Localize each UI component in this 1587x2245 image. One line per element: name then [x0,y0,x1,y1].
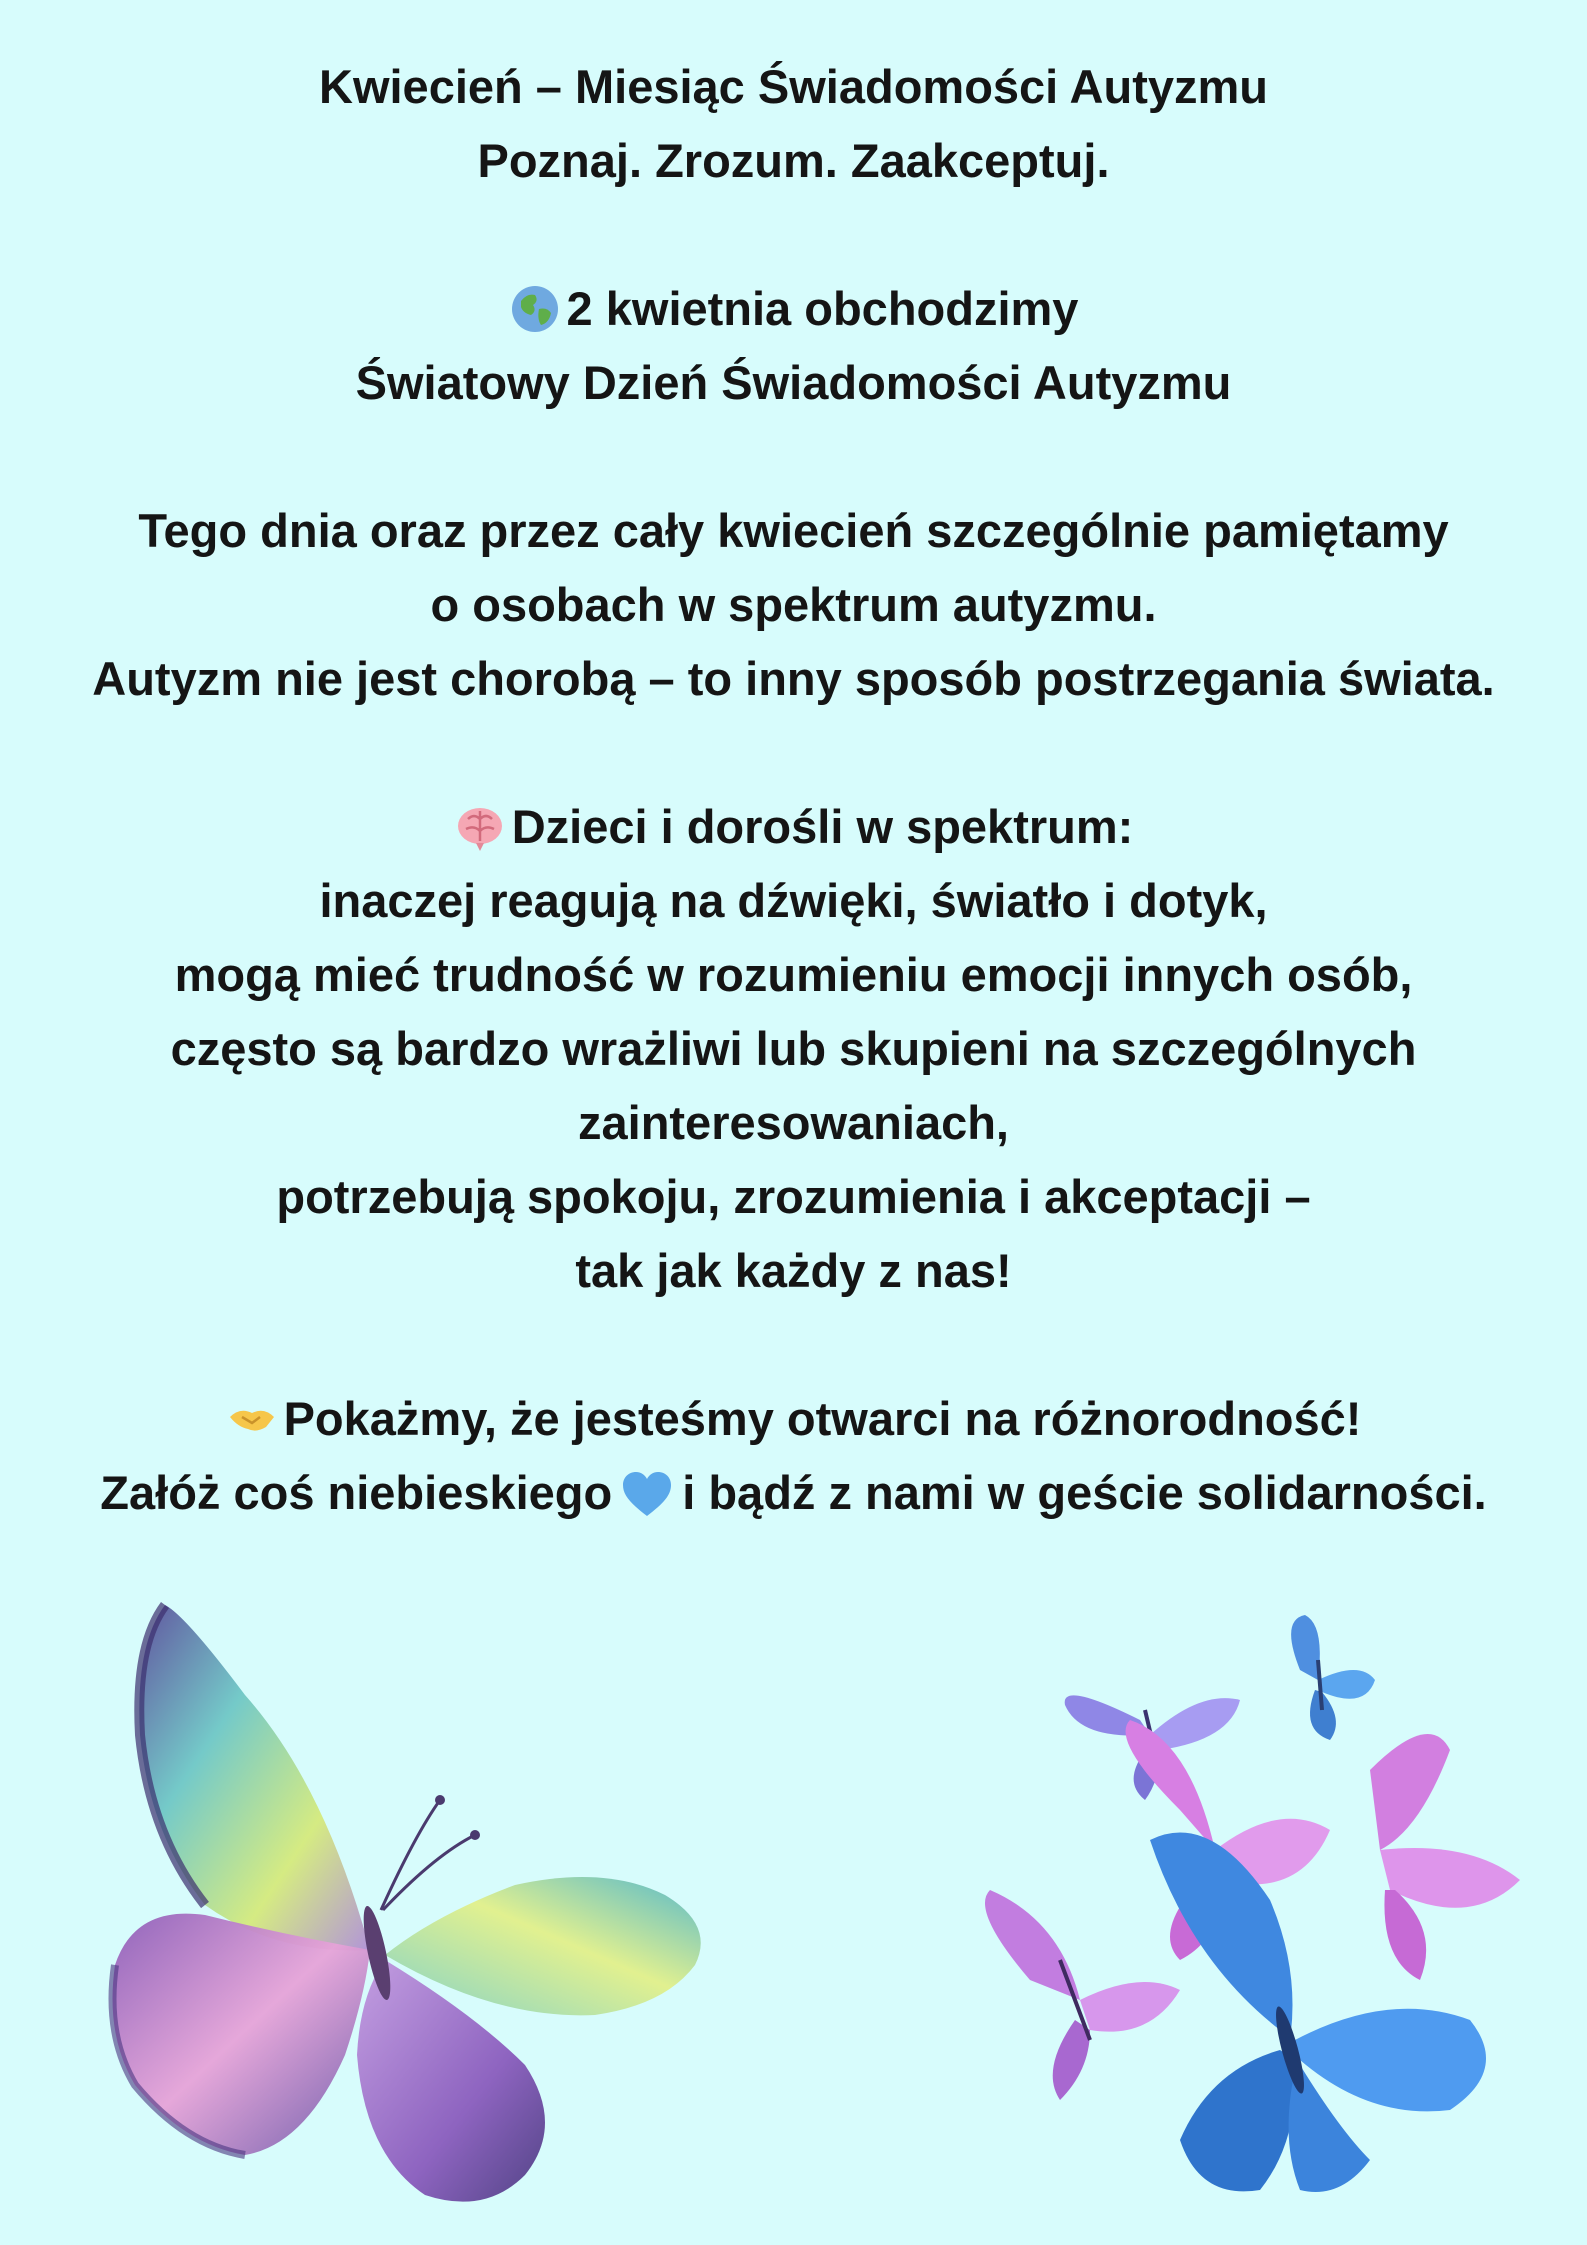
spectrum-line: mogą mieć trudność w rozumieniu emocji innych osób, [174,948,1413,1001]
call-line-2 [0,1456,1587,1530]
day-line-1-text: 2 kwietnia obchodzimy [566,282,1079,335]
spectrum-line: inaczej reagują na dźwięki, światło i dotyk, [319,874,1268,927]
watercolor-butterfly-image [95,1585,765,2225]
globe-icon [509,283,561,335]
brain-icon [454,801,506,853]
spectrum-line: tak jak każdy z nas! [575,1244,1012,1297]
violet-butterfly [985,1890,1180,2100]
intro-line-2: o osobach w spektrum autyzmu. [430,578,1157,631]
spectrum-heading-text: Dzieci i dorośli w spektrum: [511,800,1134,853]
intro-line-3: Autyzm nie jest chorobą – to inny sposób postrzegania świata. [92,652,1495,705]
spectrum-line: potrzebują spokoju, zrozumienia i akceptacji – [276,1170,1311,1223]
poster-text [0,50,1587,1530]
intro-line-1: Tego dnia oraz przez cały kwiecień szczególnie pamiętamy [138,504,1449,557]
butterfly-cluster-image [950,1600,1570,2240]
call-line-1-text: Pokażmy, że jesteśmy otwarci na różnorodność! [283,1392,1362,1445]
poster-motto: Poznaj. Zrozum. Zaakceptuj. [477,134,1110,187]
day-line-2: Światowy Dzień Świadomości Autyzmu [355,356,1232,409]
call-line-2-start: Załóż coś niebieskiego [100,1466,613,1519]
day-line-1 [0,272,1587,346]
poster-title: Kwiecień – Miesiąc Świadomości Autyzmu [319,60,1268,113]
spectrum-line: często są bardzo wrażliwi lub skupieni na szczególnych [170,1022,1417,1075]
spectrum-heading [0,790,1587,864]
call-line-2-end: i bądź z nami w geście solidarności. [682,1466,1487,1519]
spectrum-line: zainteresowaniach, [578,1096,1009,1149]
blue-heart-icon [620,1469,674,1519]
handshake-icon [226,1393,278,1445]
call-line-1 [0,1382,1587,1456]
small-blue-butterfly [1291,1615,1375,1740]
